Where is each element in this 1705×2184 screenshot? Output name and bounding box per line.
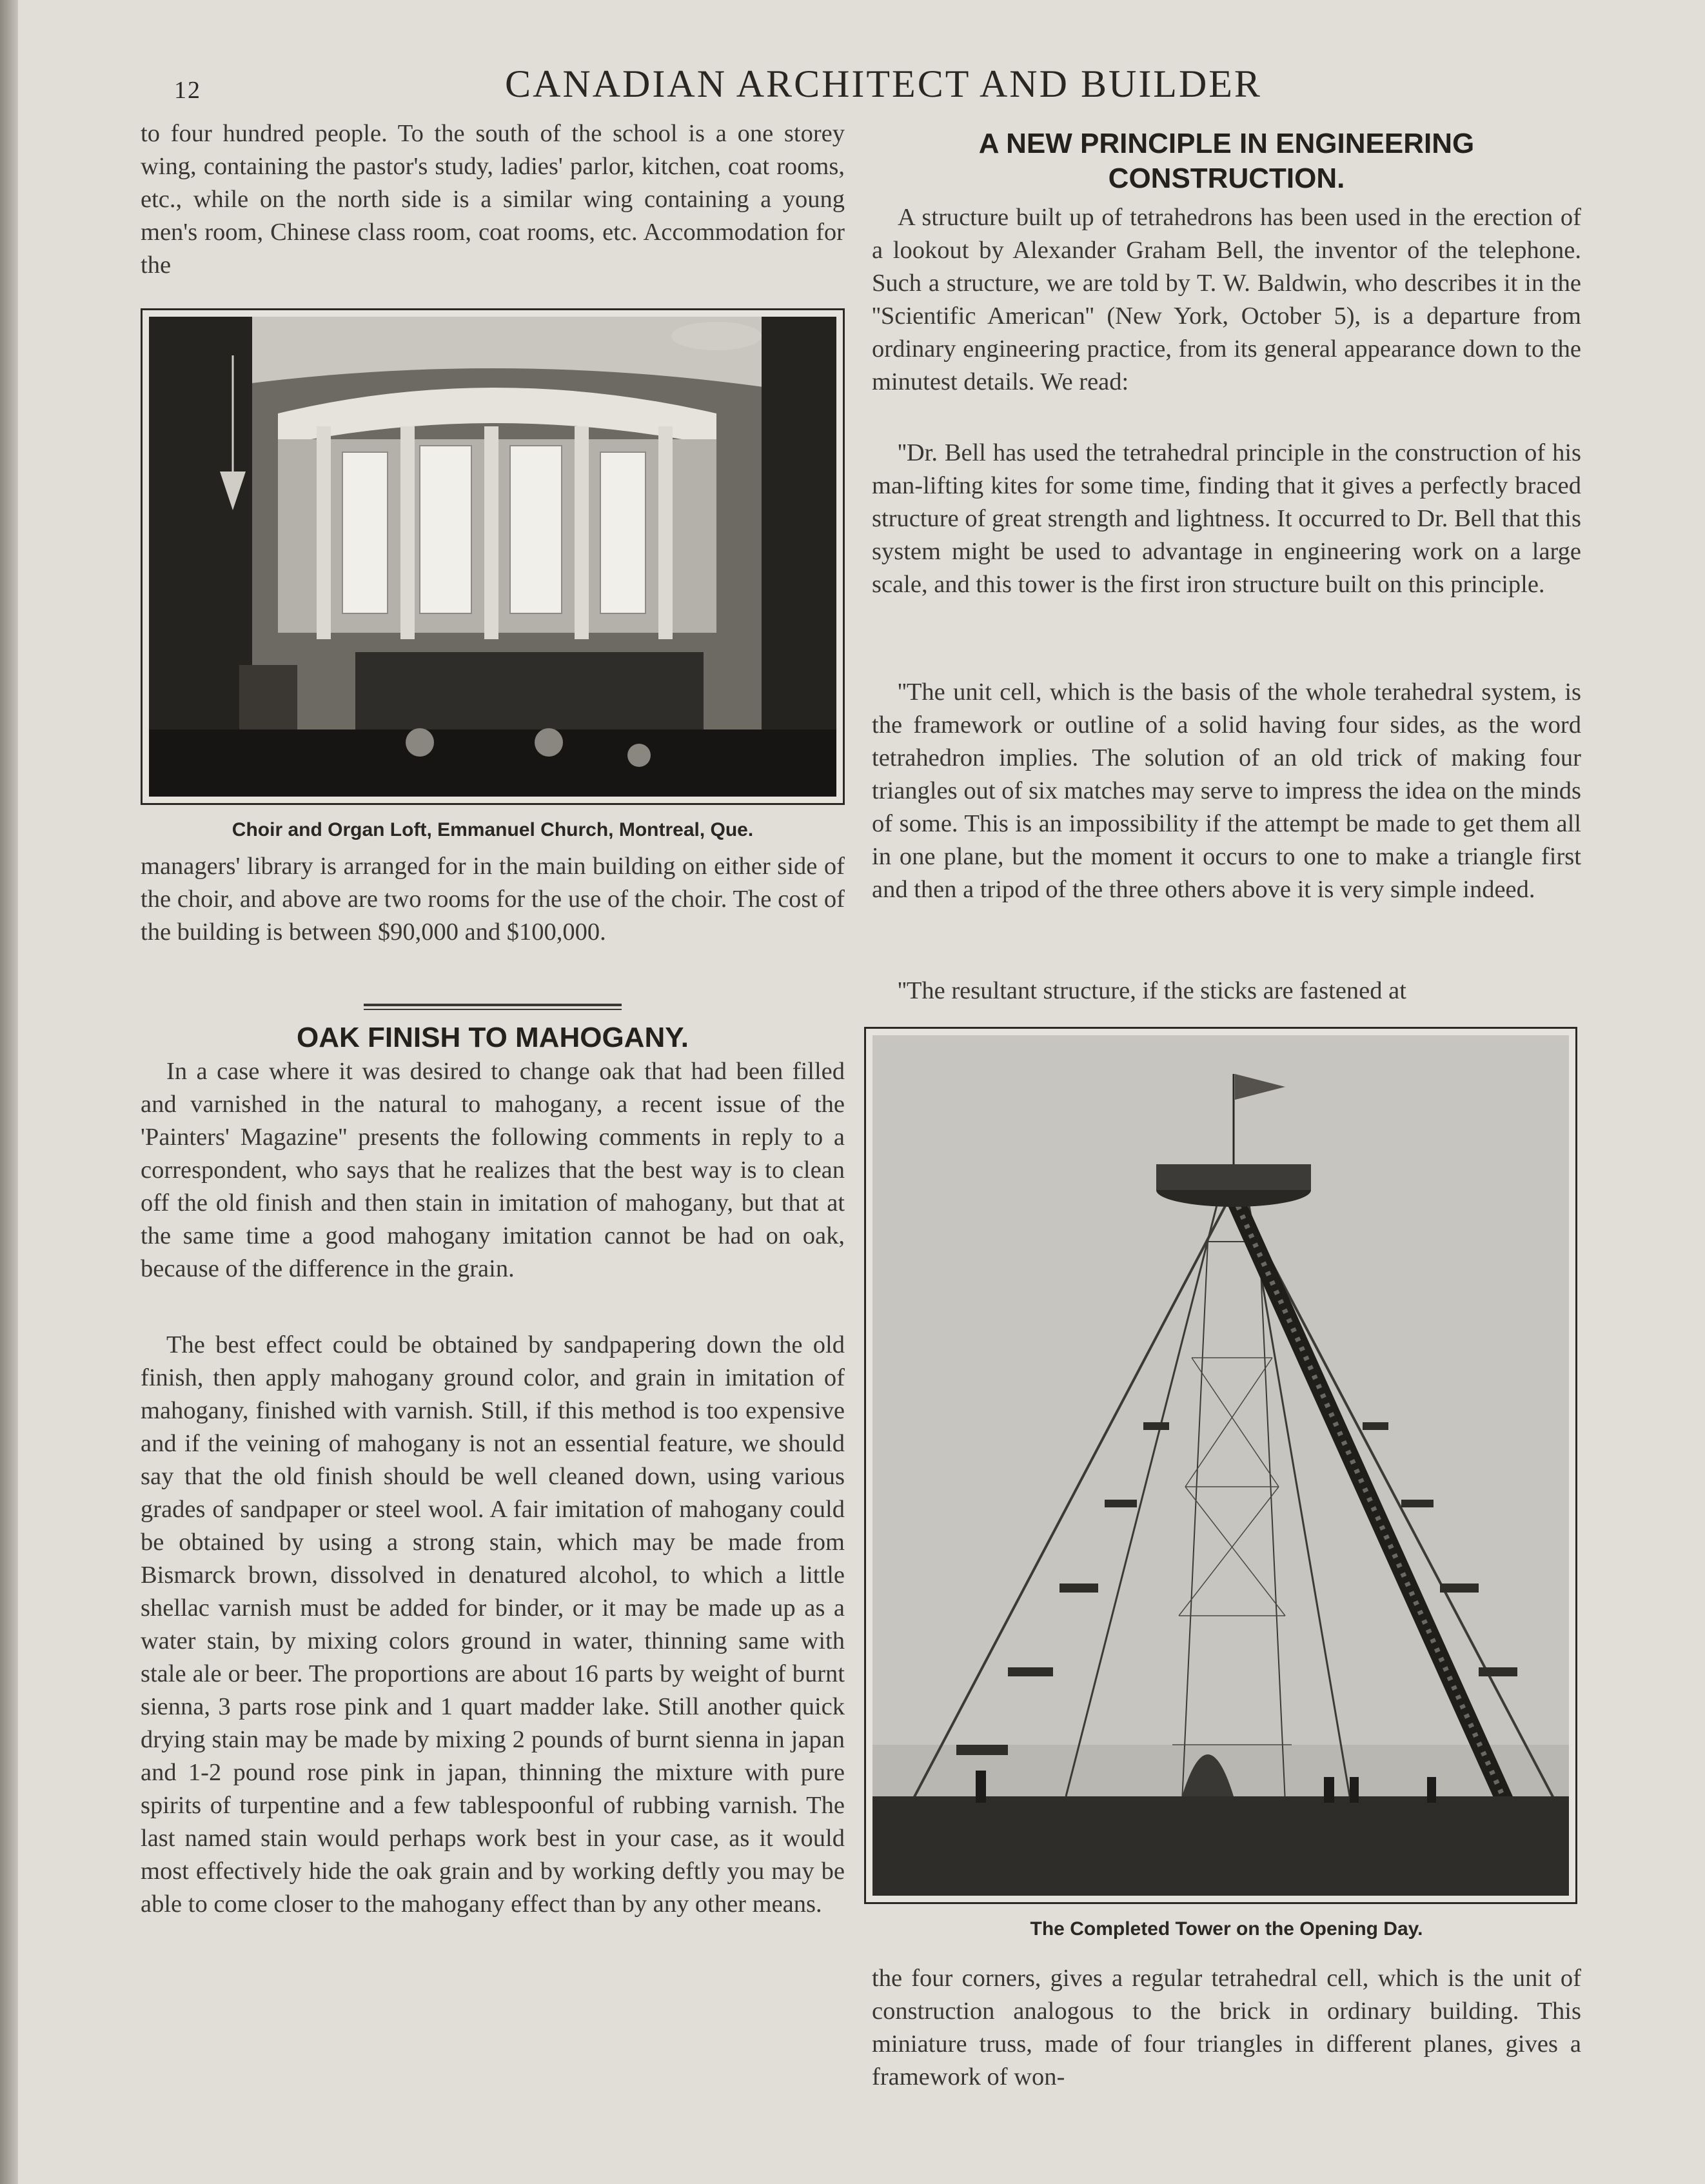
page-header: [0, 62, 1705, 120]
engineering-paragraph-3: ''The unit cell, which is the basis of the whole terahedral system, is the framework or outline of a solid having four sides, as the word tetrahedron implies. The solution of an old trick of making four triangles out of six matches may serve to impress the idea on the minds of some. This is an impossibility if the attempt be made to get them all in one plane, but the moment it occurs to one to make a triangle first and then a tripod of the three others above it is very simple indeed.: [872, 679, 1581, 903]
engineering-paragraph-2: ''Dr. Bell has used the tetrahedral principle in the construction of his man-lifting kites for some time, finding that it gives a perfectly braced structure of great strength and lightness. It occurred to Dr. Bell that this system might be used to advantage in engineering work on a large scale, and this tower is the first iron structure built on this principle.: [872, 439, 1581, 598]
engineering-paragraph-1: A structure built up of tetrahedrons has been used in the erection of a lookout by Alexander Graham Bell, the inventor of the telephone. Such a structure, we are told by T. W. Baldwin, who describes it in the ''Scientific American'' (New York, October 5), is a departure from ordinary engineering practice, from its general appearance down to the minutest details. We read:: [872, 204, 1581, 395]
engineering-paragraph-4: ''The resultant structure, if the sticks are fastened at: [898, 977, 1406, 1004]
engineering-title-line2: CONSTRUCTION.: [1108, 163, 1345, 194]
oak-paragraph-1: In a case where it was desired to change oak that had been filled and varnished in the natural to mahogany, a recent issue of the 'Painters' Magazine'' presents the following comments in reply to a correspondent, who says that he realizes that the best way is to clean off the old finish and then stain in imitation of mahogany, but that at the same time a good mahogany imitation cannot be had on oak, because of the difference in the grain.: [141, 1058, 845, 1282]
oak-mahogany-title: OAK FINISH TO MAHOGANY.: [297, 1022, 689, 1053]
engineering-title-line1: A NEW PRINCIPLE IN ENGINEERING: [978, 128, 1475, 159]
right-column: [872, 126, 1581, 2090]
oak-paragraph-2: The best effect could be obtained by sandpapering down the old finish, then apply mahogany ground color, and grain in imitation of mahogany, finished with varnish. Still, if this method is too expensive and if the veining of mahogany is not an essential feature, we should say that the old finish should be well cleaned down, using various grades of sandpaper or steel wool. A fair imitation of mahogany could be obtained by using a strong stain, which may be made from Bismarck brown, dissolved in denatured alcohol, to which a little shellac varnish must be added for binder, or it may be made up as a water stain, by mixing colors ground in water, thinning same with stale ale or beer. The proportions are about 16 parts by weight of burnt sienna, 3 parts rose pink and 1 quart madder lake. Still another quick drying stain may be made by mixing 2 pounds of burnt sienna in japan and 1-2 pound rose pink in japan, thinning the mixture with pure spirits of turpentine and a few tablespoonful of rubbing varnish. The last named stain would perhaps work best in your case, as it would most effectively hide the oak grain and by working deftly you may be able to come closer to the mahogany effect than by any other means.: [141, 1331, 845, 1918]
section-divider-second-line: [364, 1009, 622, 1010]
tower-photo-caption: The Completed Tower on the Opening Day.: [1030, 1918, 1423, 1940]
page-spine-shadow: [0, 0, 18, 2184]
publication-title: CANADIAN ARCHITECT AND BUILDER: [505, 63, 1262, 105]
section-divider: [364, 1004, 622, 1006]
page-number: 12: [174, 77, 201, 104]
choir-organ-photo-frame: [141, 308, 845, 805]
continued-paragraph: to four hundred people. To the south of the school is a one storey wing, containing the pastor's study, ladies' parlor, kitchen, coat rooms, etc., while on the north side is a similar wing containing a young men's room, Chinese class room, coat rooms, etc. Accommodation for the: [141, 120, 845, 279]
tower-photo-frame: [864, 1027, 1577, 1904]
choir-photo-caption: Choir and Organ Loft, Emmanuel Church, Montreal, Que.: [232, 819, 754, 840]
choir-organ-loft-photo: [149, 317, 836, 797]
after-figure-paragraph: managers' library is arranged for in the main building on either side of the choir, and above are two rooms for the use of the choir. The cost of the building is between $90,000 and $100,000.: [141, 853, 845, 946]
tetrahedral-tower-photo: [872, 1035, 1569, 1896]
left-column: [141, 117, 845, 2118]
after-tower-paragraph: the four corners, gives a regular tetrahedral cell, which is the unit of construction analogous to the brick in ordinary building. This miniature truss, made of four triangles in different planes, gives a framework of won-: [872, 1965, 1581, 2090]
